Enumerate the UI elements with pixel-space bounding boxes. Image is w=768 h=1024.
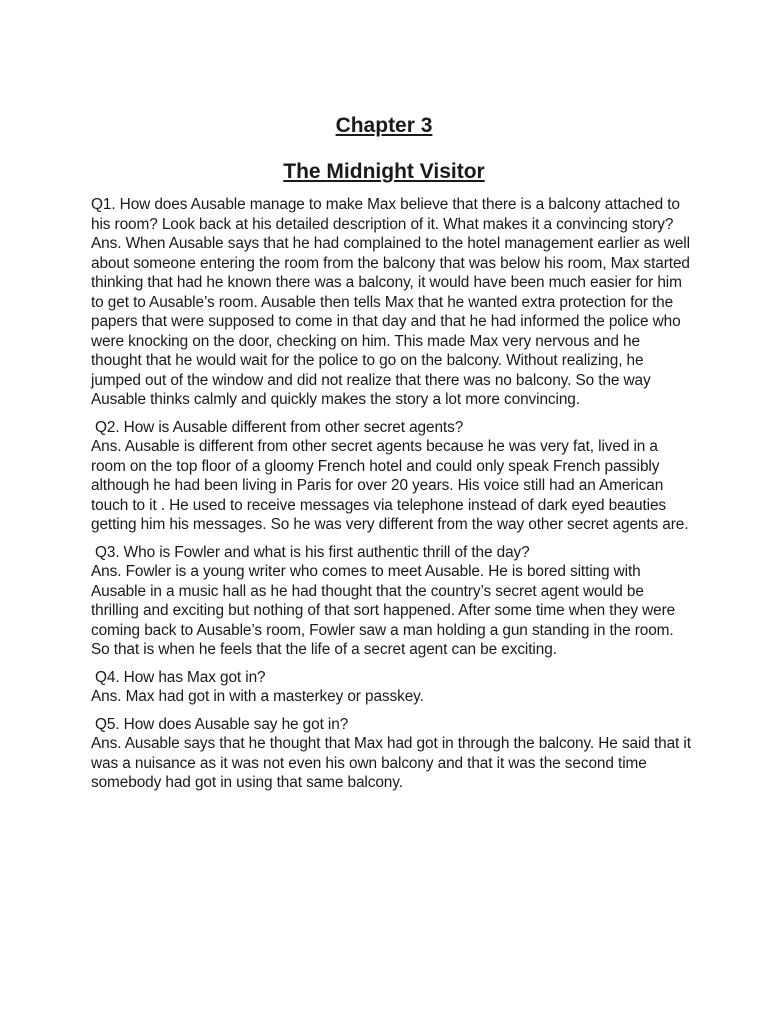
qa-item-3	[91, 543, 691, 660]
question-text: Q4. How has Max got in?	[95, 668, 266, 686]
question-text: Q1. How does Ausable manage to make Max believe that there is a balcony attached to his room? Look back at his detailed description of it. What makes it a convincing story?	[91, 196, 680, 233]
answer-text: Ans. When Ausable says that he had complained to the hotel management earlier as well about someone entering the room from the balcony that was below his room, Max started thinking that had he known there was a balcony, it would have been much easier for him to get to Ausable’s room. Ausable then tells Max that he wanted extra protection for the papers that were supposed to come in that day and that he had informed the police who were knocking on the door, checking on him. This made Max very nervous and he thought that he would wait for the police to go on the balcony. Without realizing, he jumped out of the window and did not realize that there was no balcony. So the way Ausable thinks calmly and quickly makes the story a lot more convincing.	[91, 235, 690, 408]
question-text: Q5. How does Ausable say he got in?	[95, 715, 349, 733]
question-text: Q2. How is Ausable different from other secret agents?	[95, 418, 464, 436]
qa-item-4	[91, 668, 691, 707]
chapter-title: The Midnight Visitor	[283, 160, 485, 183]
qa-item-1	[91, 195, 691, 410]
qa-list	[91, 195, 691, 801]
chapter-heading: Chapter 3	[335, 114, 433, 137]
qa-item-5	[91, 715, 691, 793]
answer-text: Ans. Max had got in with a masterkey or passkey.	[91, 688, 424, 705]
answer-text: Ans. Fowler is a young writer who comes to meet Ausable. He is bored sitting with Ausable in a music hall as he had thought that the country’s secret agent would be thrilling and exciting but nothing of that sort happened. After some time when they were coming back to Ausable’s room, Fowler saw a man holding a gun standing in the room. So that is when he feels that the life of a secret agent can be exciting.	[91, 563, 676, 658]
answer-text: Ans. Ausable says that he thought that Max had got in through the balcony. He said that it was a nuisance as it was not even his own balcony and that it was the second time somebody had got in using that same balcony.	[91, 735, 691, 791]
answer-text: Ans. Ausable is different from other secret agents because he was very fat, lived in a room on the top floor of a gloomy French hotel and could only speak French passibly although he had been living in Paris for over 20 years. His voice still had an American touch to it . He used to receive messages via telephone instead of dark eyed beauties getting him his messages. So he was very different from the way other secret agents are.	[91, 438, 689, 533]
question-text: Q3. Who is Fowler and what is his first authentic thrill of the day?	[95, 543, 530, 561]
qa-item-2	[91, 418, 691, 535]
